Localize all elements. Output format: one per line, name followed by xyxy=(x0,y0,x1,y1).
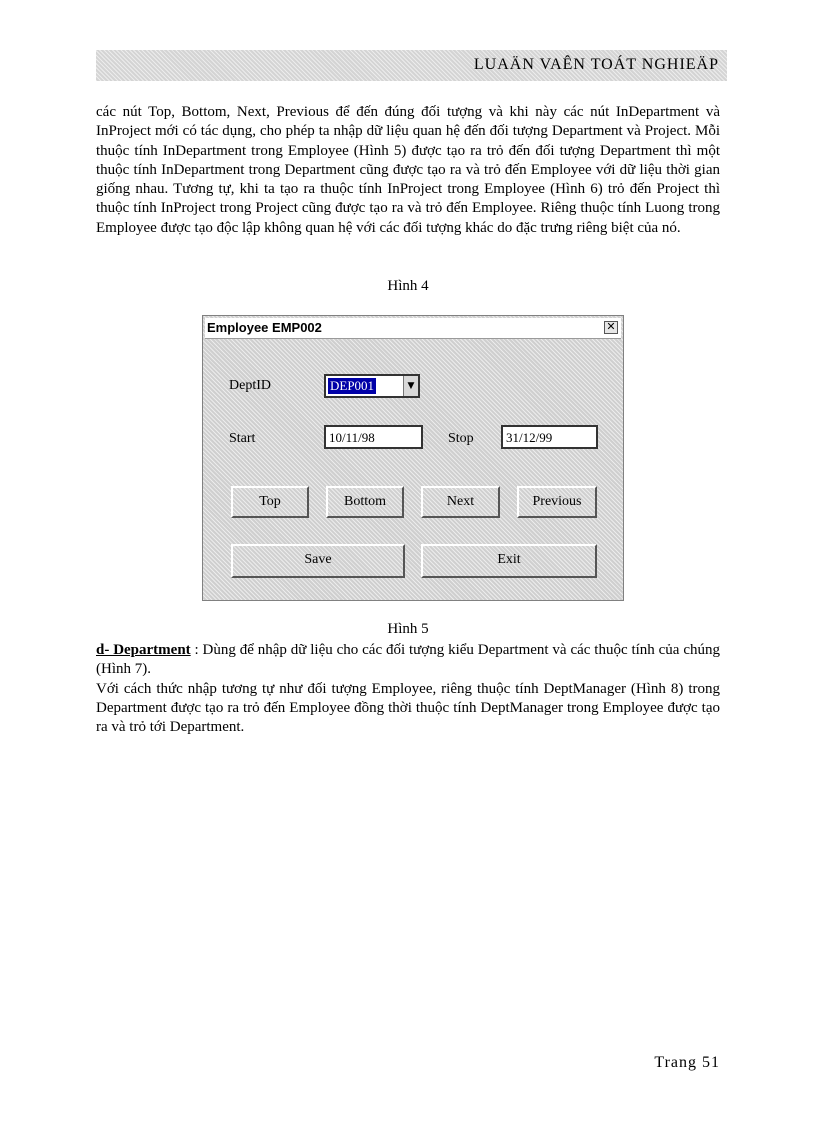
figure-4-caption: Hình 4 xyxy=(387,278,429,294)
start-label: Start xyxy=(229,431,256,446)
department-section xyxy=(96,641,720,737)
close-button[interactable] xyxy=(604,321,618,334)
dialog-title: Employee EMP002 xyxy=(207,320,322,335)
employee-dialog xyxy=(202,315,624,601)
save-button[interactable]: Save xyxy=(231,544,405,578)
department-heading: d- Department xyxy=(96,642,191,658)
body-paragraph: các nút Top, Bottom, Next, Previous để đến đúng đối tượng và khi này các nút InDepartment và InProject mới có tác dụng, cho phép ta nhập dữ liệu quan hệ đến đối tượng Department và Project. Mỗi thuộc tính InDepartment trong Employee (Hình 5) được tạo ra trỏ đến đối tượng Department thì một thuộc tính InDepartment trong Department cũng được tạo ra và trỏ đến Employee với dữ liệu thời gian giống nhau. Tương tự, khi ta tạo ra thuộc tính InProject trong Employee (Hình 6) trỏ đến Project thì thuộc tính InProject trong Project cũng được tạo ra và trỏ đến Employee. Riêng thuộc tính Luong trong Employee được tạo độc lập không quan hệ với các đối tượng khác do đặc trưng riêng biệt của nó. xyxy=(96,104,720,236)
stop-label: Stop xyxy=(448,431,474,446)
header-title: LUAÄN VAÊN TOÁT NGHIEÄP xyxy=(473,56,719,73)
department-intro xyxy=(96,641,720,680)
stop-input[interactable]: 31/12/99 xyxy=(501,425,598,449)
next-button[interactable]: Next xyxy=(421,486,500,518)
close-icon: ✕ xyxy=(606,321,616,333)
page-number: Trang 51 xyxy=(654,1054,720,1071)
header-band xyxy=(96,50,727,81)
top-button[interactable]: Top xyxy=(231,486,309,518)
department-paragraph: Với cách thức nhập tương tự như đối tượng Employee, riêng thuộc tính DeptManager (Hình 8) trong Department được tạo ra trỏ đến Employee đồng thời thuộc tính DeptManager trong Employee được tạo ra và trỏ tới Department. xyxy=(96,680,720,736)
figure-5-caption: Hình 5 xyxy=(387,621,429,637)
chevron-down-icon[interactable]: ▼ xyxy=(403,376,418,396)
start-input[interactable]: 10/11/98 xyxy=(324,425,423,449)
department-intro-text: : Dùng để nhập dữ liệu cho các đối tượng kiểu Department và các thuộc tính của chúng (Hình 7). xyxy=(96,642,720,678)
dialog-titlebar[interactable] xyxy=(205,318,621,339)
deptid-label: DeptID xyxy=(229,378,271,393)
previous-button[interactable]: Previous xyxy=(517,486,597,518)
deptid-value: DEP001 xyxy=(330,378,375,393)
bottom-button[interactable]: Bottom xyxy=(326,486,404,518)
exit-button[interactable]: Exit xyxy=(421,544,597,578)
deptid-select[interactable] xyxy=(324,374,420,398)
